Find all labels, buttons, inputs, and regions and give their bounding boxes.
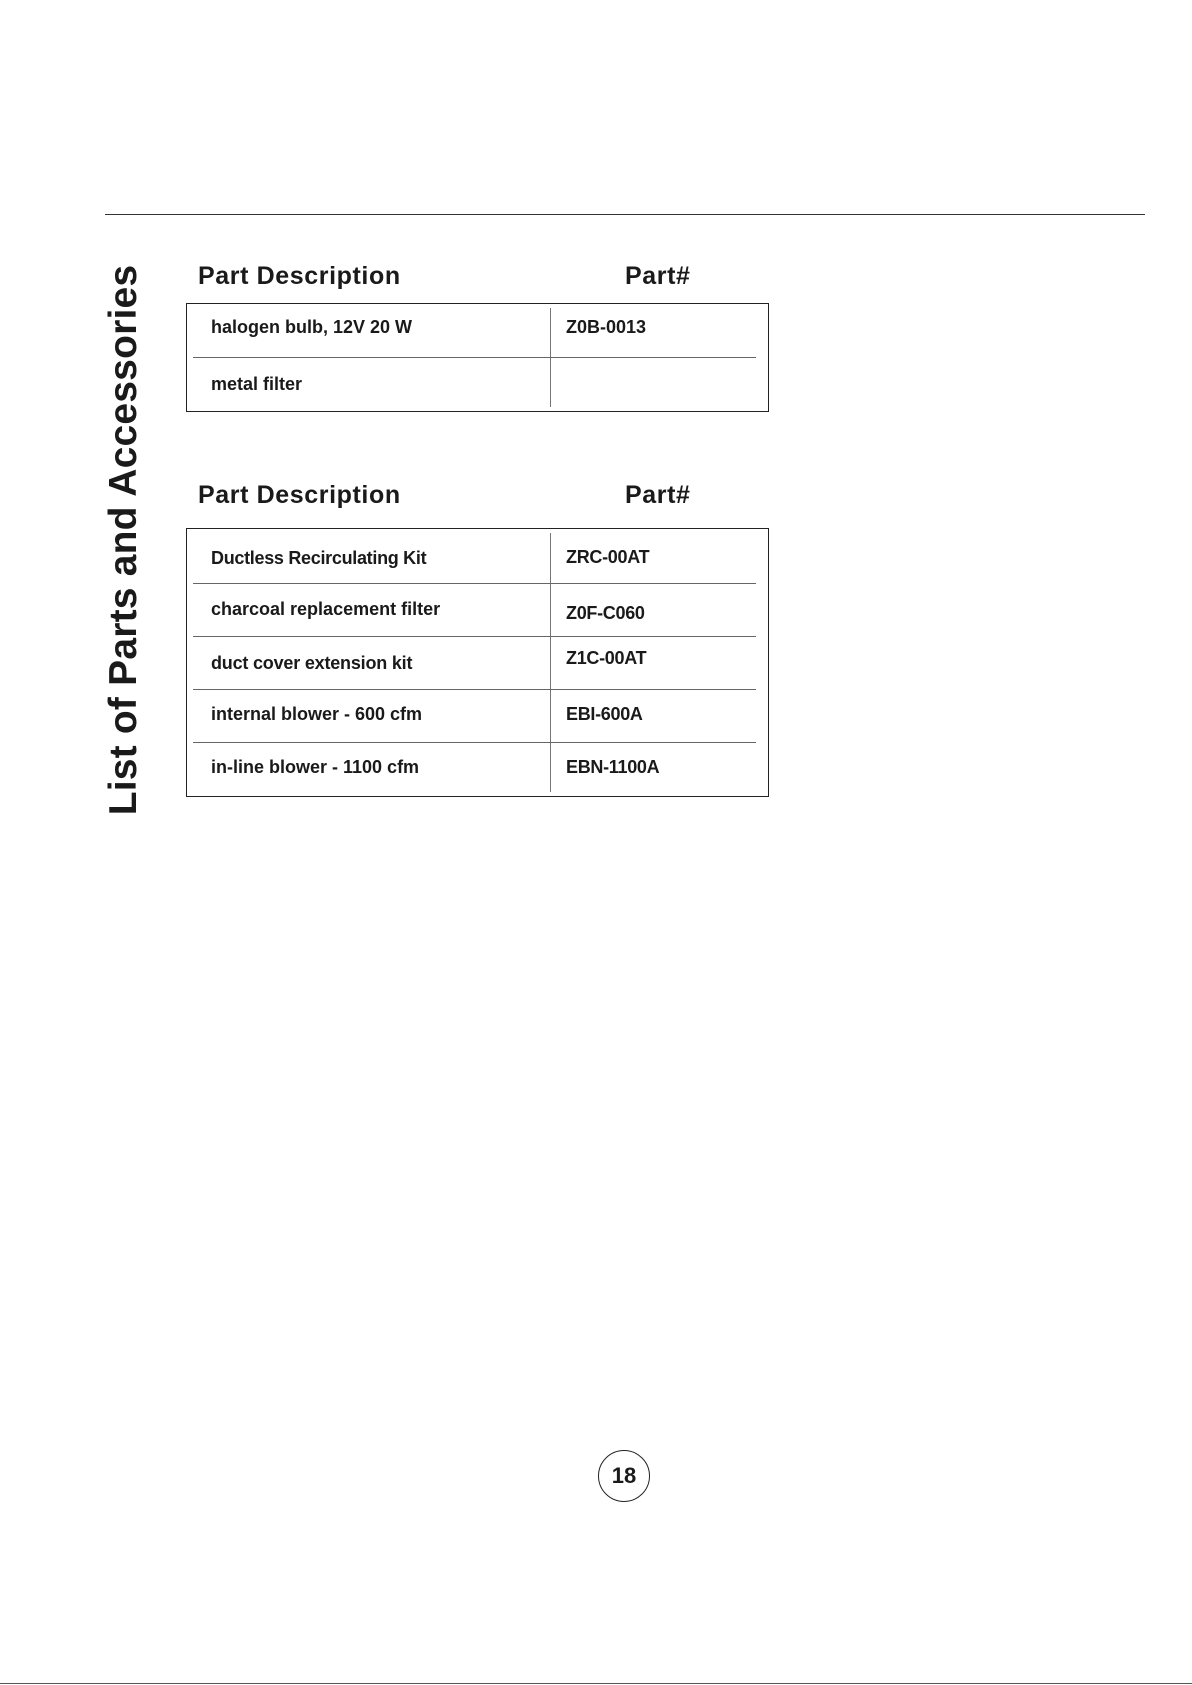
- part-number: Z0F-C060: [566, 603, 645, 623]
- table2-header-part-number: Part#: [625, 481, 691, 509]
- top-rule: [105, 214, 1145, 215]
- part-description: duct cover extension kit: [211, 653, 413, 673]
- table-row: [193, 636, 756, 690]
- table-row: [193, 742, 756, 795]
- page-number: 18: [611, 1463, 637, 1488]
- table1-header-description: Part Description: [198, 262, 401, 290]
- table1-header-part-number: Part#: [625, 262, 691, 290]
- table-row: [193, 689, 756, 743]
- part-description: metal filter: [211, 374, 303, 394]
- table-row: [193, 357, 756, 410]
- part-description: internal blower - 600 cfm: [211, 704, 423, 724]
- parts-table-2: [186, 528, 769, 797]
- section-title: List of Parts and Accessories: [102, 264, 145, 816]
- table-row: [193, 583, 756, 637]
- part-number: ZRC-00AT: [566, 547, 650, 567]
- part-description: Ductless Recirculating Kit: [211, 548, 427, 568]
- part-description: in-line blower - 1100 cfm: [211, 757, 420, 777]
- table-row: [193, 304, 756, 358]
- part-number: Z0B-0013: [566, 317, 647, 337]
- table-row: [193, 529, 756, 584]
- part-description: charcoal replacement filter: [211, 599, 441, 619]
- part-number: EBN-1100A: [566, 757, 660, 777]
- bottom-rule: [0, 1683, 1192, 1684]
- part-number: Z1C-00AT: [566, 648, 647, 668]
- parts-table-1: [186, 303, 769, 412]
- part-description: halogen bulb, 12V 20 W: [211, 317, 413, 337]
- page-number-badge: [598, 1450, 650, 1502]
- table2-header-description: Part Description: [198, 481, 401, 509]
- part-number: EBI-600A: [566, 704, 643, 724]
